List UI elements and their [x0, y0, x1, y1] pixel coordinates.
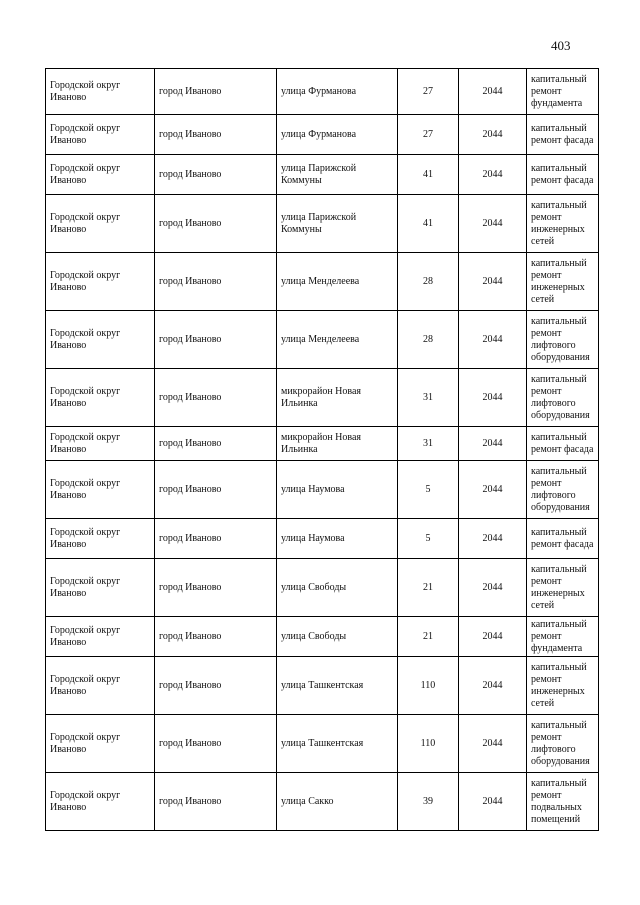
municipality-cell: Городской округ Иваново	[46, 69, 155, 115]
settlement-cell: город Иваново	[155, 369, 277, 427]
municipality-cell: Городской округ Иваново	[46, 519, 155, 559]
settlement-cell: город Иваново	[155, 69, 277, 115]
street-cell: улица Ташкентская	[277, 715, 398, 773]
table-row	[46, 155, 599, 195]
house-number-cell: 21	[398, 559, 459, 617]
page-number: 403	[551, 38, 571, 53]
settlement-cell: город Иваново	[155, 195, 277, 253]
table-row	[46, 427, 599, 461]
table-row	[46, 773, 599, 831]
settlement-cell: город Иваново	[155, 715, 277, 773]
year-cell: 2044	[459, 461, 527, 519]
house-number-cell: 28	[398, 311, 459, 369]
table-row	[46, 311, 599, 369]
settlement-cell: город Иваново	[155, 253, 277, 311]
municipality-cell: Городской округ Иваново	[46, 195, 155, 253]
table-row	[46, 369, 599, 427]
year-cell: 2044	[459, 195, 527, 253]
house-number-cell: 28	[398, 253, 459, 311]
settlement-cell: город Иваново	[155, 461, 277, 519]
work-type-cell: капитальный ремонт фасада	[527, 155, 599, 195]
year-cell: 2044	[459, 773, 527, 831]
street-cell: улица Менделеева	[277, 311, 398, 369]
year-cell: 2044	[459, 155, 527, 195]
settlement-cell: город Иваново	[155, 115, 277, 155]
year-cell: 2044	[459, 115, 527, 155]
street-cell: микрорайон Новая Ильинка	[277, 369, 398, 427]
work-type-cell: капитальный ремонт инженерных сетей	[527, 253, 599, 311]
work-type-cell: капитальный ремонт фундамента	[527, 69, 599, 115]
house-number-cell: 5	[398, 519, 459, 559]
year-cell: 2044	[459, 657, 527, 715]
municipality-cell: Городской округ Иваново	[46, 427, 155, 461]
repair-schedule-table	[45, 68, 599, 831]
house-number-cell: 39	[398, 773, 459, 831]
year-cell: 2044	[459, 559, 527, 617]
work-type-cell: капитальный ремонт инженерных сетей	[527, 559, 599, 617]
year-cell: 2044	[459, 311, 527, 369]
house-number-cell: 21	[398, 617, 459, 657]
work-type-cell: капитальный ремонт инженерных сетей	[527, 657, 599, 715]
street-cell: улица Свободы	[277, 559, 398, 617]
work-type-cell: капитальный ремонт инженерных сетей	[527, 195, 599, 253]
municipality-cell: Городской округ Иваново	[46, 311, 155, 369]
year-cell: 2044	[459, 253, 527, 311]
work-type-cell: капитальный ремонт лифтового оборудования	[527, 461, 599, 519]
municipality-cell: Городской округ Иваново	[46, 715, 155, 773]
house-number-cell: 41	[398, 155, 459, 195]
street-cell: улица Фурманова	[277, 115, 398, 155]
municipality-cell: Городской округ Иваново	[46, 657, 155, 715]
house-number-cell: 31	[398, 369, 459, 427]
municipality-cell: Городской округ Иваново	[46, 559, 155, 617]
municipality-cell: Городской округ Иваново	[46, 617, 155, 657]
street-cell: улица Свободы	[277, 617, 398, 657]
year-cell: 2044	[459, 427, 527, 461]
work-type-cell: капитальный ремонт подвальных помещений	[527, 773, 599, 831]
year-cell: 2044	[459, 369, 527, 427]
street-cell: улица Сакко	[277, 773, 398, 831]
work-type-cell: капитальный ремонт фундамента	[527, 617, 599, 657]
municipality-cell: Городской округ Иваново	[46, 253, 155, 311]
street-cell: улица Парижской Коммуны	[277, 155, 398, 195]
municipality-cell: Городской округ Иваново	[46, 461, 155, 519]
work-type-cell: капитальный ремонт фасада	[527, 115, 599, 155]
work-type-cell: капитальный ремонт лифтового оборудования	[527, 715, 599, 773]
table-row	[46, 115, 599, 155]
table-row	[46, 559, 599, 617]
street-cell: улица Фурманова	[277, 69, 398, 115]
table-row	[46, 69, 599, 115]
house-number-cell: 27	[398, 69, 459, 115]
house-number-cell: 31	[398, 427, 459, 461]
street-cell: улица Наумова	[277, 461, 398, 519]
settlement-cell: город Иваново	[155, 311, 277, 369]
street-cell: улица Менделеева	[277, 253, 398, 311]
house-number-cell: 110	[398, 657, 459, 715]
street-cell: улица Парижской Коммуны	[277, 195, 398, 253]
municipality-cell: Городской округ Иваново	[46, 773, 155, 831]
street-cell: улица Ташкентская	[277, 657, 398, 715]
work-type-cell: капитальный ремонт фасада	[527, 519, 599, 559]
table-row	[46, 617, 599, 657]
municipality-cell: Городской округ Иваново	[46, 115, 155, 155]
municipality-cell: Городской округ Иваново	[46, 369, 155, 427]
settlement-cell: город Иваново	[155, 773, 277, 831]
table-row	[46, 461, 599, 519]
table-row	[46, 519, 599, 559]
year-cell: 2044	[459, 519, 527, 559]
table-row	[46, 657, 599, 715]
settlement-cell: город Иваново	[155, 427, 277, 461]
year-cell: 2044	[459, 69, 527, 115]
street-cell: микрорайон Новая Ильинка	[277, 427, 398, 461]
settlement-cell: город Иваново	[155, 155, 277, 195]
table-body	[46, 69, 599, 831]
year-cell: 2044	[459, 617, 527, 657]
house-number-cell: 5	[398, 461, 459, 519]
municipality-cell: Городской округ Иваново	[46, 155, 155, 195]
work-type-cell: капитальный ремонт лифтового оборудования	[527, 369, 599, 427]
house-number-cell: 110	[398, 715, 459, 773]
street-cell: улица Наумова	[277, 519, 398, 559]
house-number-cell: 27	[398, 115, 459, 155]
work-type-cell: капитальный ремонт лифтового оборудования	[527, 311, 599, 369]
work-type-cell: капитальный ремонт фасада	[527, 427, 599, 461]
table-row	[46, 715, 599, 773]
settlement-cell: город Иваново	[155, 519, 277, 559]
settlement-cell: город Иваново	[155, 617, 277, 657]
table-row	[46, 195, 599, 253]
settlement-cell: город Иваново	[155, 657, 277, 715]
house-number-cell: 41	[398, 195, 459, 253]
table-row	[46, 253, 599, 311]
settlement-cell: город Иваново	[155, 559, 277, 617]
year-cell: 2044	[459, 715, 527, 773]
